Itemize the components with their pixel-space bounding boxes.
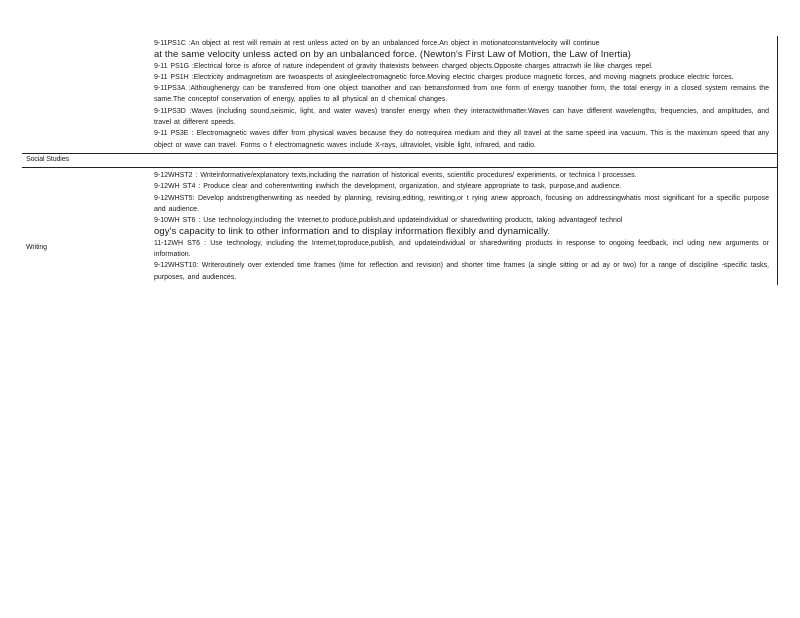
standard-text: 9-11 PS3E : Electromagnetic waves differ from physical waves because they do notrequirea medium and they all travel at the same speed ina vacuum. This is the maximum speed that any object or wave can travel. Forms o f electromagnetic waves include X-rays, ultraviolet, visible light, infrared, and radio. [154,130,769,149]
standard-text: 9-12WHST10: Writeroutinely over extended time frames (time for reflection and revision) and shorter time frames (a single sitting or ad ay or two) for a range of discipline -specific tasks, purposes, and audiences. [154,262,769,281]
standard-text: ogy's capacity to link to other information and to display information flexibly and dynamically. [154,226,551,238]
standard-text: at the same velocity unless acted on by an unbalanced force. (Newton's First Law of Motion, the Law of Inertia) [154,49,632,61]
standard-text: 9-12WHST2 : Writeinformative/explanatory texts,including the narration of historical events, scientific procedures/ experiments, or technica l processes. [154,171,637,179]
standard-text: 9-11 PS1H :Electricity andmagnetism are twoaspects of asingleelectromagnetic force.Moving electric charges produce magnetic forces, and moving magnets produce electric forces. [154,73,734,81]
science-standards [154,38,777,151]
standard-text: 9-11PS1C :An object at rest will remain at rest unless acted on by an unbalanced force.An object in motionatconstantvelocity will continue [154,40,600,47]
standard-text: 11-12WH ST6 : Use technology, including the Internet,toproduce,publish, and updateindividual or sharedwriting products in response to ongoing feedback, incl uding new arguments or information. [154,239,769,259]
writing-row [22,168,778,285]
writing-label: Writing [26,243,47,251]
standard-text: 9-11PS3D :Waves (including sound,seismic, light, and water waves) transfer energy when they interactwithmatter.Waves can have different wavelengths, frequencies, and amplitudes, and travel at different speeds. [154,107,769,127]
science-row [22,36,778,153]
social-studies-row [22,154,778,167]
writing-standards [154,170,777,283]
standard-text: 9-11 PS1G :Electrical force is aforce of nature independent of gravity thatexists between charged objects.Opposite charges attractwh ile like charges repel. [154,62,653,70]
standard-text: 9-11PS3A :Althoughenergy can be transferred from one object toanother and can betransformed from one form of energy toanother form, the total energy in a closed system remains the same.The conceptof conservation of energy, applies to all physical an d chemical changes. [154,85,769,104]
standards-table [22,36,778,285]
standard-text: 9-12WHST5: Develop andstrengthenwriting as needed by planning, revising,editing, rewriting,or t rying anew approach, focusing on addressingwhatis most significant for a specific purpose and audience. [154,194,769,213]
standard-text: 9-12WH ST4 : Produce clear and coherentwriting inwhich the development, organization, and styleare appropriate to task, purpose,and audience. [154,183,622,191]
standard-text: 9-10WH ST6 : Use technology,including the Internet,to produce,publish,and updateindividual or sharedwriting products, taking advantageof technol [154,217,623,225]
social-studies-label: Social Studies [26,155,69,163]
